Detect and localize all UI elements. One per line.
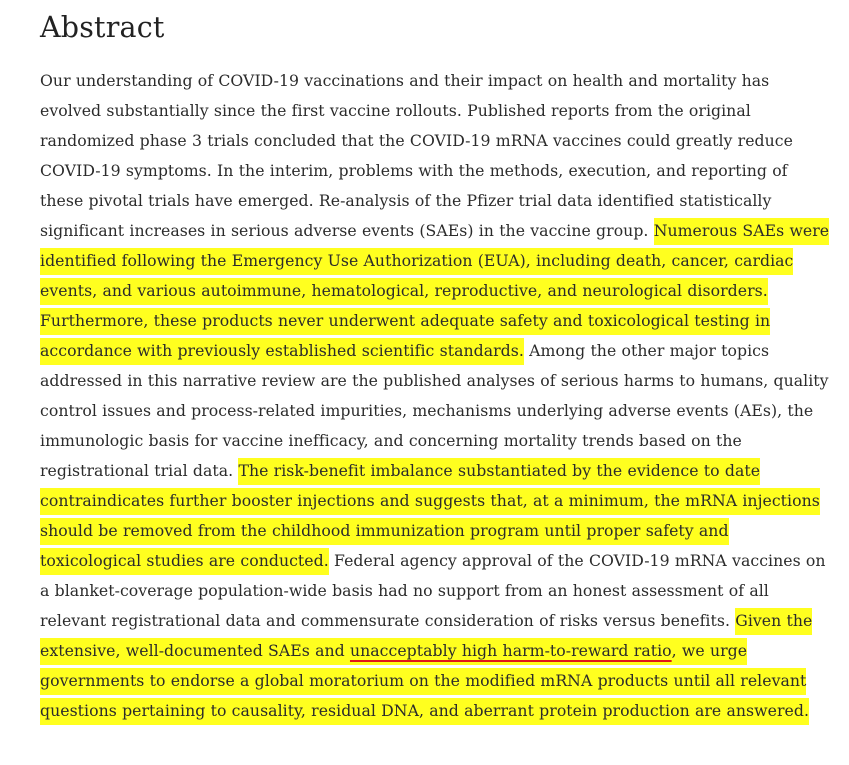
highlighted-passage-2: The risk-benefit imbalance substantiated by the evidence to date contraindicates further booster injections and suggests that, at a minimum, the mRNA injections should be removed from the childhood immunization program until proper safety and toxicological studies are conducted. xyxy=(40,458,820,575)
abstract-text-segment-3: Federal agency approval of the COVID-19 mRNA vaccines on a blanket-coverage population-wide basis had no support from an honest assessment of all relevant registrational data and commensurate consideration of risks versus benefits. xyxy=(40,551,826,630)
abstract-heading: Abstract xyxy=(40,11,165,44)
abstract-text-segment-2: Among the other major topics addressed in this narrative review are the published analyses of serious harms to humans, quality control issues and process-related impurities, mechanisms underlying adverse events (AEs), the immunologic basis for vaccine inefficacy, and concerning mortality trends based on the registrational trial data. xyxy=(40,341,829,480)
highlighted-passage-1: Numerous SAEs were identified following the Emergency Use Authorization (EUA), including death, cancer, cardiac events, and various autoimmune, hematological, reproductive, and neurological disorders. Furthermore, these products never underwent adequate safety and toxicological testing in accordance with previously established scientific standards. xyxy=(40,218,829,365)
highlighted-passage-3-start: Given the extensive, well-documented SAEs and xyxy=(40,611,813,660)
abstract-text-segment-1: Our understanding of COVID-19 vaccinations and their impact on health and mortality has evolved substantially since the first vaccine rollouts. Published reports from the original randomized phase 3 trials concluded that the COVID-19 mRNA vaccines could greatly reduce COVID-19 symptoms. In the interim, problems with the methods, execution, and reporting of these pivotal trials have emerged. Re-analysis of the Pfizer trial data identified statistically significant increases in serious adverse events (SAEs) in the vaccine group. xyxy=(40,71,793,240)
red-underlined-phrase: unacceptably high harm-to-reward ratio xyxy=(349,641,672,660)
highlighted-passage-3-end: , we urge governments to endorse a global moratorium on the modified mRNA products until all relevant questions pertaining to causality, residual DNA, and aberrant protein production are answered. xyxy=(40,641,809,720)
abstract-paragraph xyxy=(40,66,830,726)
abstract-section xyxy=(40,8,830,726)
